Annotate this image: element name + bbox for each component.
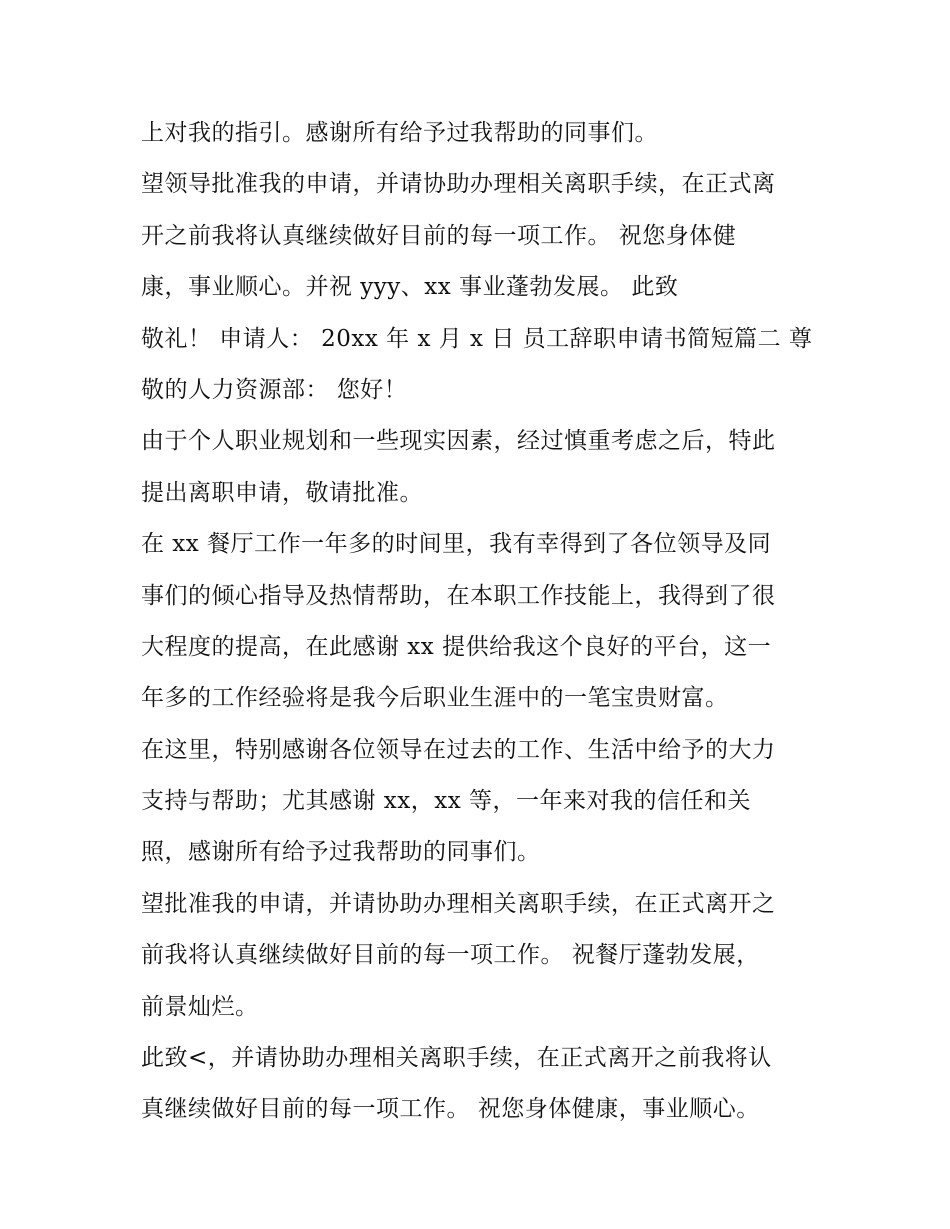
text-line: 提出离职申请，敬请批准。 bbox=[141, 479, 423, 506]
document-body bbox=[141, 108, 821, 1136]
text-line: 此致<，并请协助办理相关离职手续，在正式离开之前我将认 bbox=[141, 1045, 772, 1072]
text-line: 前我将认真继续做好目前的每一项工作。 祝餐厅蓬勃发展， bbox=[141, 942, 760, 969]
text-line: 在 xx 餐厅工作一年多的时间里，我有幸得到了各位领导及同 bbox=[141, 531, 772, 558]
text-line: 前景灿烂。 bbox=[141, 993, 259, 1020]
text-line: 敬的人力资源部： 您好！ bbox=[141, 376, 408, 403]
text-line: 上对我的指引。感谢所有给予过我帮助的同事们。 bbox=[141, 120, 658, 146]
text-line: 敬礼！ 申请人： 20xx 年 x 月 x 日 员工辞职申请书简短篇二 尊 bbox=[141, 325, 813, 352]
text-line: 照，感谢所有给予过我帮助的同事们。 bbox=[141, 839, 541, 866]
text-line: 支持与帮助；尤其感谢 xx，xx 等，一年来对我的信任和关 bbox=[141, 788, 752, 815]
text-line: 望批准我的申请，并请协助办理相关离职手续，在正式离开之 bbox=[141, 890, 776, 917]
text-line: 在这里，特别感谢各位领导在过去的工作、生活中给予的大力 bbox=[141, 736, 776, 763]
text-line: 大程度的提高，在此感谢 xx 提供给我这个良好的平台，这一 bbox=[141, 633, 772, 660]
text-line: 由于个人职业规划和一些现实因素，经过慎重考虑之后，特此 bbox=[141, 428, 776, 455]
text-line: 事们的倾心指导及热情帮助，在本职工作技能上，我得到了很 bbox=[141, 582, 776, 609]
text-line: 望领导批准我的申请，并请协助办理相关离职手续，在正式离 bbox=[141, 171, 776, 198]
text-line: 开之前我将认真继续做好目前的每一项工作。 祝您身体健 bbox=[141, 222, 737, 249]
text-line: 年多的工作经验将是我今后职业生涯中的一笔宝贵财富。 bbox=[141, 685, 729, 712]
text-line: 真继续做好目前的每一项工作。 祝您身体健康，事业顺心。 bbox=[141, 1096, 760, 1123]
text-line: 康，事业顺心。并祝 yyy、xx 事业蓬勃发展。 此致 bbox=[141, 274, 679, 301]
